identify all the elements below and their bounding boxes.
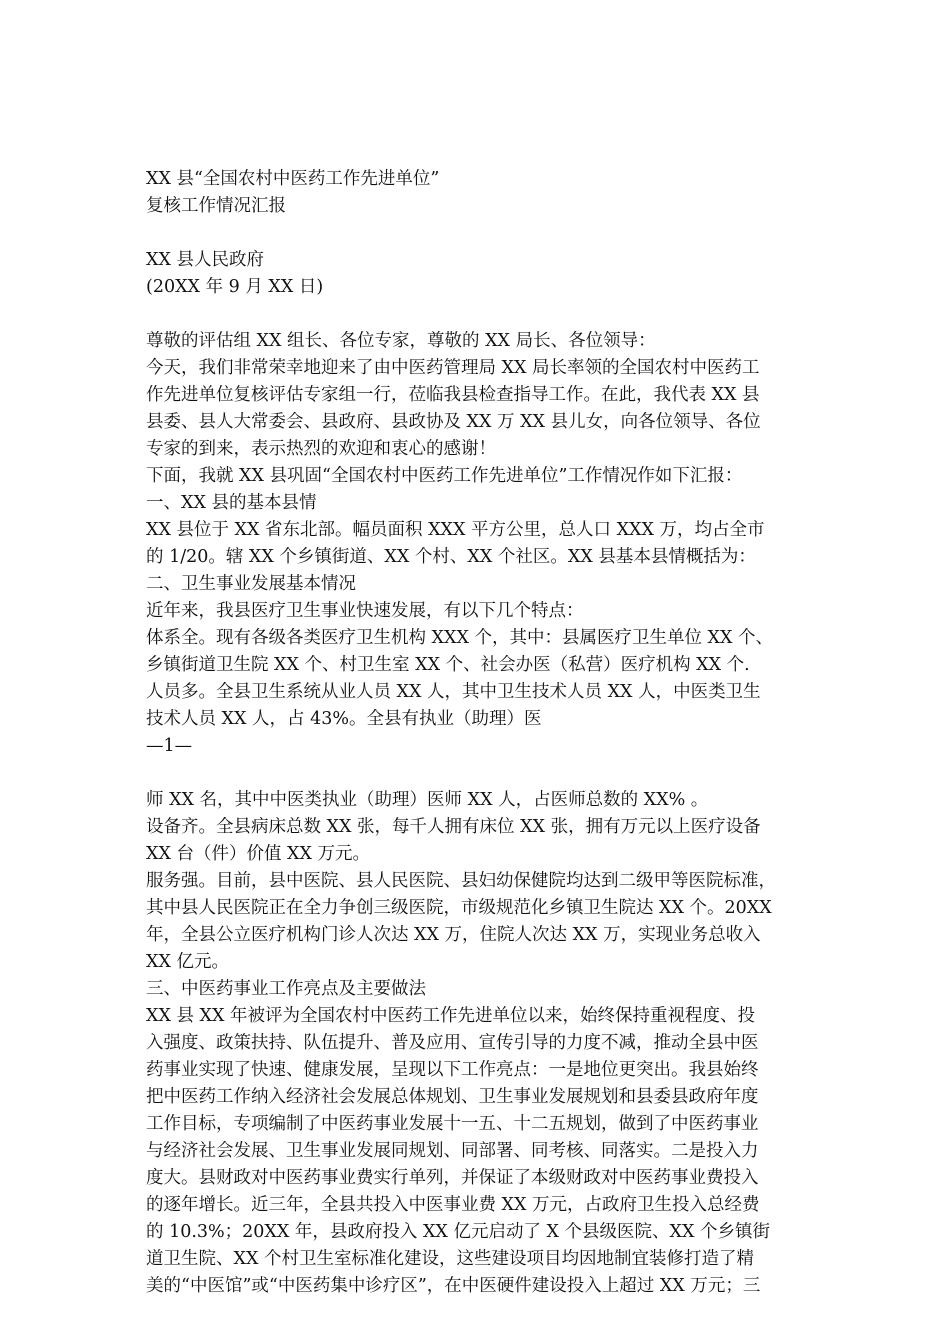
body-line: 近年来，我县医疗卫生事业快速发展，有以下几个特点： <box>146 601 584 621</box>
body-line: 其中县人民医院正在全力争创三级医院，市级规范化乡镇卫生院达 XX 个。20XX <box>146 898 772 918</box>
body-line: 度大。县财政对中医药事业费实行单列，并保证了本级财政对中医药事业费投入 <box>146 1168 759 1188</box>
body-line: 师 XX 名，其中中医类执业（助理）医师 XX 人，占医师总数的 XX% 。 <box>146 790 709 810</box>
body-line: XX 县 XX 年被评为全国农村中医药工作先进单位以来，始终保持重视程度、投 <box>146 1006 756 1026</box>
body-line: XX 亿元。 <box>146 952 229 972</box>
body-line: 的 10.3%；20XX 年，县政府投入 XX 亿元启动了 X 个县级医院、XX 个乡镇街 <box>146 1222 771 1242</box>
section-heading: 二、卫生事业发展基本情况 <box>146 574 356 594</box>
body-line: 作先进单位复核评估专家组一行，莅临我县检查指导工作。在此，我代表 XX 县 <box>146 385 760 405</box>
document-page <box>146 166 812 1300</box>
body-line: 体系全。现有各级各类医疗卫生机构 XXX 个，其中：县属医疗卫生单位 XX 个、 <box>146 628 774 648</box>
body-line: 药事业实现了快速、健康发展，呈现以下工作亮点：一是地位更突出。我县始终 <box>146 1060 759 1080</box>
body-line: 工作目标，专项编制了中医药事业发展十一五、十二五规划，做到了中医药事业 <box>146 1114 759 1134</box>
report-date: (20XX 年 9 月 XX 日) <box>146 277 324 297</box>
section-heading: 一、XX 县的基本县情 <box>146 493 317 513</box>
issuer: XX 县人民政府 <box>146 250 264 270</box>
body-line: 人员多。全县卫生系统从业人员 XX 人，其中卫生技术人员 XX 人，中医类卫生 <box>146 682 761 702</box>
body-line: 设备齐。全县病床总数 XX 张，每千人拥有床位 XX 张，拥有万元以上医疗设备 <box>146 817 761 837</box>
body-line: 下面，我就 XX 县巩固“全国农村中医药工作先进单位”工作情况作如下汇报： <box>146 466 743 486</box>
body-line: 专家的到来，表示热烈的欢迎和衷心的感谢！ <box>146 439 496 459</box>
body-line: XX 县位于 XX 省东北部。幅员面积 XXX 平方公里，总人口 XXX 万，均占全市 <box>146 520 765 540</box>
section-heading: 三、中医药事业工作亮点及主要做法 <box>146 979 426 999</box>
body-line: 县委、县人大常委会、县政府、县政协及 XX 万 XX 县儿女，向各位领导、各位 <box>146 412 761 432</box>
body-line: 尊敬的评估组 XX 组长、各位专家，尊敬的 XX 局长、各位领导： <box>146 331 656 351</box>
body-line: 把中医药工作纳入经济社会发展总体规划、卫生事业发展规划和县委县政府年度 <box>146 1087 759 1107</box>
body-section-2 <box>146 787 812 1300</box>
body-line: 服务强。目前，县中医院、县人民医院、县妇幼保健院均达到二级甲等医院标准， <box>146 871 776 891</box>
body-line: 乡镇街道卫生院 XX 个、村卫生室 XX 个、社会办医（私营）医疗机构 XX 个. <box>146 655 750 675</box>
spacer <box>146 760 812 787</box>
body-line: 美的“中医馆”或“中医药集中诊疗区”，在中医硬件建设投入上超过 XX 万元；三 <box>146 1276 761 1296</box>
body-line: 与经济社会发展、卫生事业发展同规划、同部署、同考核、同落实。二是投入力 <box>146 1141 759 1161</box>
spacer <box>146 301 812 328</box>
body-section-1 <box>146 328 812 733</box>
spacer <box>146 220 812 247</box>
report-title-line-2: 复核工作情况汇报 <box>146 196 286 216</box>
body-line: 技术人员 XX 人，占 43%。全县有执业（助理）医 <box>146 709 542 729</box>
body-line: 的 1/20。辖 XX 个乡镇街道、XX 个村、XX 个社区。XX 县基本县情概括为： <box>146 547 756 567</box>
body-line: 年，全县公立医疗机构门诊人次达 XX 万，住院人次达 XX 万，实现业务总收入 <box>146 925 761 945</box>
body-line: 的逐年增长。近三年，全县共投入中医事业费 XX 万元，占政府卫生投入总经费 <box>146 1195 760 1215</box>
body-line: 入强度、政策扶持、队伍提升、普及应用、宣传引导的力度不减，推动全县中医 <box>146 1033 759 1053</box>
body-line: 今天，我们非常荣幸地迎来了由中医药管理局 XX 局长率领的全国农村中医药工 <box>146 358 760 378</box>
page-number-marker: —1— <box>146 736 193 756</box>
body-line: 道卫生院、XX 个村卫生室标准化建设，这些建设项目均因地制宜装修打造了精 <box>146 1249 754 1269</box>
report-title-line-1: XX 县“全国农村中医药工作先进单位” <box>146 169 440 189</box>
body-line: XX 台（件）价值 XX 万元。 <box>146 844 371 864</box>
